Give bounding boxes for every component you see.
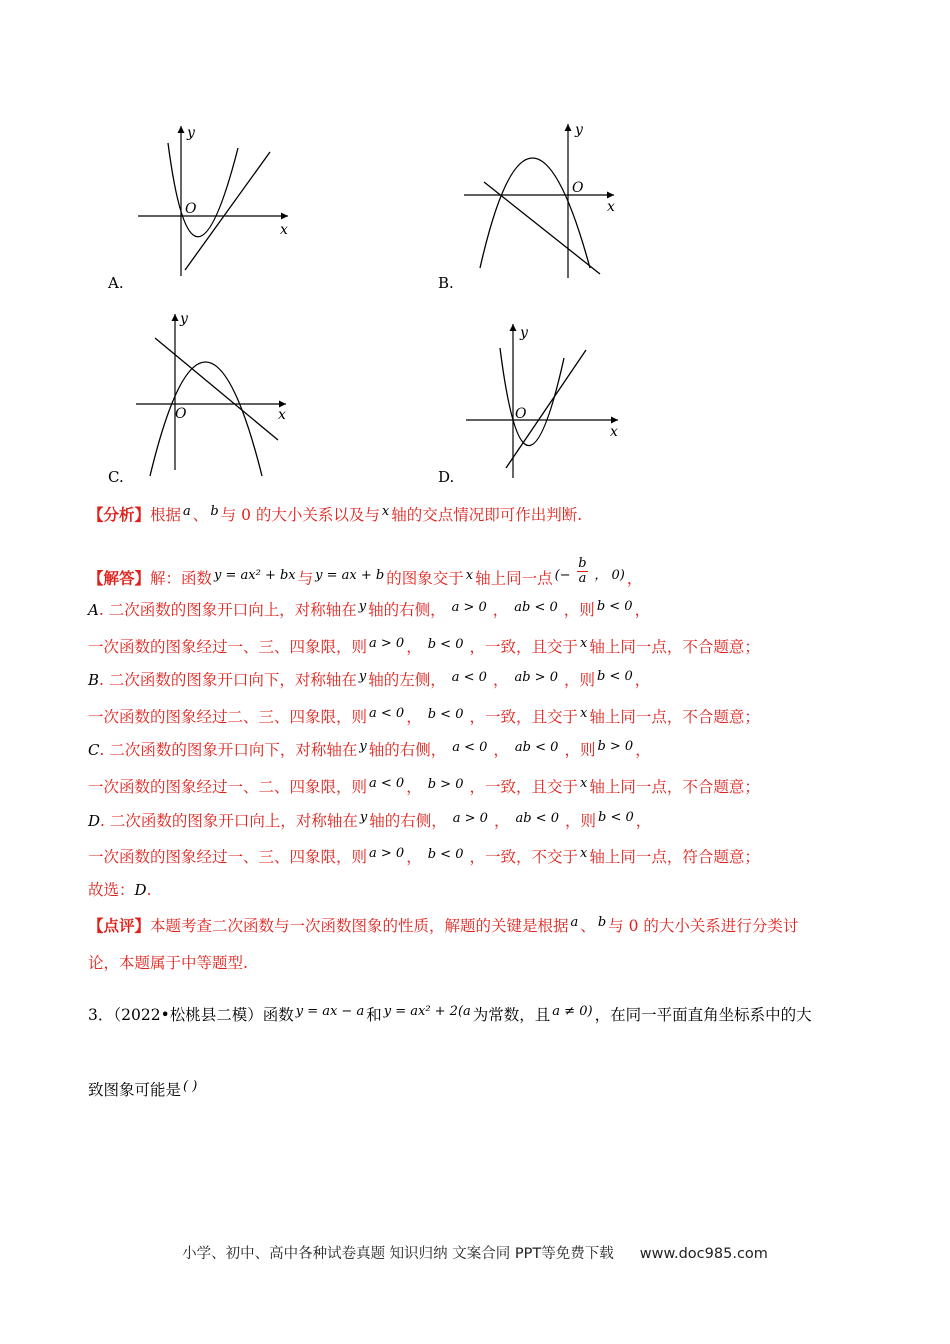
answer-blank: ( )	[183, 1079, 198, 1094]
x-label: x	[607, 199, 615, 215]
comment-text: 本题考查二次函数与一次函数图象的性质，解题的关键是根据	[150, 917, 569, 935]
condition: b < 0	[427, 847, 464, 862]
graph-option-c	[130, 308, 300, 478]
fraction-b-over-a	[577, 557, 589, 586]
option-a-label: A.	[108, 274, 124, 292]
y-label: y	[187, 125, 195, 141]
var: x	[579, 636, 588, 651]
condition: ab < 0	[514, 740, 559, 755]
var: y	[359, 810, 368, 825]
solution-text: 一次函数的图象经过二、三、四象限，则	[88, 708, 368, 726]
solution-text: 轴上同一点，不合题意；	[589, 778, 760, 796]
var-x: x	[465, 567, 474, 583]
condition: b < 0	[598, 810, 634, 825]
solution-text: ，一致，且交于	[469, 778, 578, 796]
solution-text: ，则	[564, 812, 596, 830]
origin-label: O	[175, 406, 187, 422]
condition: a < 0	[452, 740, 488, 755]
analysis-tag: 【分析】	[88, 505, 151, 524]
solution-text: ，一致，且交于	[469, 638, 578, 656]
condition: b > 0	[427, 777, 464, 792]
analysis-text: 与 0 的大小关系以及与	[220, 506, 380, 524]
line	[155, 338, 278, 440]
case-letter: B	[88, 671, 100, 689]
solution-text: . 二次函数的图象开口向下，对称轴在	[99, 671, 357, 689]
var-b: b	[210, 504, 219, 519]
point-close: ， 0)	[594, 567, 625, 583]
comment-text: 与 0 的大小关系进行分类讨	[608, 917, 799, 935]
origin-label: O	[185, 201, 197, 217]
var-a: a	[183, 504, 191, 519]
solution-text: ，	[634, 671, 651, 689]
solution-line-5: C. 二次函数的图象开口向下，对称轴在 $^y$ 轴的右侧， $^{a < 0}$ ， $^{ab < 0}$ ，则 $^{b > 0}$ ，	[88, 739, 651, 759]
x-label: x	[280, 222, 288, 238]
solution-text: ，则	[563, 601, 595, 619]
solution-intro	[88, 556, 643, 594]
solution-text: ，则	[564, 741, 596, 759]
comment-tag: 【点评】	[88, 916, 151, 935]
parabola	[480, 158, 590, 268]
origin-label: O	[572, 180, 584, 196]
answer-letter: D	[134, 881, 147, 899]
question-3-line-2	[88, 1080, 199, 1102]
solution-text: 轴的右侧，	[368, 601, 446, 619]
question-3-line-1	[88, 1005, 812, 1027]
fraction-numerator: b	[578, 556, 587, 571]
formula-quadratic: y = ax² + 2(a	[383, 1004, 471, 1019]
solution-text: 的图象交于	[386, 569, 464, 588]
solution-text: . 二次函数的图象开口向下，对称轴在	[99, 741, 358, 759]
condition: a < 0	[369, 706, 405, 721]
comment-line-1	[88, 916, 798, 938]
graph-option-d	[460, 318, 630, 488]
solution-line-7: D. 二次函数的图象开口向上，对称轴在 $^y$ 轴的右侧， $^{a > 0}$ ， $^{ab < 0}$ ，则 $^{b < 0}$ ，	[88, 810, 652, 830]
point-open: (−	[554, 567, 571, 583]
condition: a > 0	[452, 811, 488, 826]
solution-text: 一次函数的图象经过一、三、四象限，则	[88, 848, 368, 866]
condition: a ≠ 0)	[552, 1004, 593, 1019]
var: x	[579, 846, 588, 861]
solution-text: ，一致，且交于	[469, 708, 578, 726]
analysis-line	[88, 505, 582, 527]
condition: b < 0	[597, 669, 633, 684]
option-d-label: D.	[438, 468, 455, 486]
line	[185, 152, 270, 270]
solution-text: 轴上同一点，符合题意；	[589, 848, 760, 866]
conclusion-text: .	[146, 881, 152, 899]
question-text: ，在同一平面直角坐标系中的大	[594, 1006, 812, 1024]
solution-conclusion	[88, 880, 151, 900]
solution-line-8: 一次函数的图象经过一、三、四象限，则 $^{a > 0}$ ， $^{b < 0}$ ，一致，不交于 $^x$ 轴上同一点，符合题意；	[88, 846, 760, 866]
graph-b-svg	[460, 118, 630, 288]
condition: a > 0	[451, 600, 487, 615]
condition: b < 0	[427, 637, 464, 652]
condition: ab < 0	[515, 811, 559, 826]
footer-site[interactable]: www.doc985.com	[639, 1246, 768, 1262]
var-a: a	[570, 915, 579, 930]
page-footer	[0, 1242, 950, 1263]
solution-text: . 二次函数的图象开口向上，对称轴在	[98, 601, 357, 619]
solution-text: 解：函数	[150, 569, 213, 588]
solution-text: ，	[626, 569, 643, 588]
solution-text: 轴上同一点	[475, 569, 553, 588]
solution-text: ，	[635, 741, 651, 759]
solution-text: ，	[635, 812, 652, 830]
solution-text: 轴的右侧，	[368, 741, 447, 759]
formula-quadratic: y = ax² + bx	[214, 567, 296, 583]
var: y	[359, 739, 367, 754]
formula-linear: y = ax − a	[295, 1004, 365, 1019]
question-text: 和	[366, 1006, 382, 1024]
condition: ab < 0	[514, 600, 558, 615]
solution-text: ，	[634, 601, 651, 619]
solution-line-6: 一次函数的图象经过一、二、四象限，则 $^{a < 0}$ ， $^{b > 0}$ ，一致，且交于 $^x$ 轴上同一点，不合题意；	[88, 776, 760, 796]
solution-text: 与	[297, 569, 314, 588]
graph-c-svg	[130, 308, 300, 478]
condition: ab > 0	[514, 670, 558, 685]
conclusion-text: 故选：	[88, 881, 135, 899]
solution-text: 轴的右侧，	[369, 812, 447, 830]
question-text: 致图象可能是	[88, 1081, 182, 1099]
solution-tag: 【解答】	[88, 568, 151, 588]
case-letter: A	[88, 601, 99, 619]
var: y	[358, 599, 367, 614]
condition: a < 0	[369, 776, 405, 791]
option-b-label: B.	[438, 274, 454, 292]
var-b: b	[597, 915, 607, 930]
question-number: 3．	[88, 1006, 114, 1024]
condition: a > 0	[369, 636, 405, 651]
separator: 、	[580, 917, 596, 935]
case-letter: D	[88, 812, 101, 830]
footer-text: 小学、初中、高中各种试卷真题 知识归纳 文案合同 PPT等免费下载	[182, 1246, 614, 1262]
graph-option-b	[460, 118, 630, 288]
solution-line-4: 一次函数的图象经过二、三、四象限，则 $^{a < 0}$ ， $^{b < 0}$ ，一致，且交于 $^x$ 轴上同一点，不合题意；	[88, 706, 760, 726]
condition: a < 0	[451, 670, 487, 685]
question-text: 为常数，且	[472, 1006, 551, 1024]
solution-line-1: A. 二次函数的图象开口向上，对称轴在 $^y$ 轴的右侧， $^{a > 0}$ ， $^{ab < 0}$ ，则 $^{b < 0}$ ，	[88, 599, 651, 619]
solution-text: 一次函数的图象经过一、二、四象限，则	[88, 778, 368, 796]
analysis-text: 根据	[150, 506, 182, 524]
y-label: y	[575, 122, 583, 138]
parabola	[150, 362, 262, 476]
solution-line-2: 一次函数的图象经过一、三、四象限，则 $^{a > 0}$ ， $^{b < 0}$ ，一致，且交于 $^x$ 轴上同一点，不合题意；	[88, 636, 760, 656]
solution-text: 一次函数的图象经过一、三、四象限，则	[88, 638, 368, 656]
x-label: x	[610, 424, 618, 440]
condition: a > 0	[369, 846, 405, 861]
solution-text: ，则	[563, 671, 595, 689]
case-letter: C	[88, 741, 100, 759]
solution-text: 轴的左侧，	[368, 671, 446, 689]
solution-text: . 二次函数的图象开口向上，对称轴在	[100, 812, 358, 830]
analysis-text: 轴的交点情况即可作出判断.	[391, 506, 583, 524]
y-label: y	[180, 311, 188, 327]
separator: 、	[192, 506, 209, 524]
fraction-denominator: a	[578, 571, 587, 586]
option-c-label: C.	[108, 468, 124, 486]
condition: b < 0	[427, 707, 464, 722]
var: x	[579, 706, 588, 721]
solution-text: 轴上同一点，不合题意；	[589, 638, 760, 656]
parabola	[168, 143, 238, 237]
x-label: x	[278, 407, 286, 423]
origin-label: O	[515, 406, 527, 422]
graph-option-a	[130, 118, 300, 288]
comment-line-2: 论，本题属于中等题型.	[88, 954, 248, 972]
condition: b < 0	[596, 599, 633, 614]
condition: b > 0	[597, 739, 634, 754]
var-x: x	[381, 504, 390, 519]
solution-text: ，一致，不交于	[469, 848, 578, 866]
y-label: y	[520, 325, 528, 341]
formula-linear: y = ax + b	[315, 567, 385, 583]
var: x	[579, 776, 588, 791]
graph-a-svg	[130, 118, 300, 288]
solution-text: 轴上同一点，不合题意；	[589, 708, 760, 726]
solution-line-3: B. 二次函数的图象开口向下，对称轴在 $^y$ 轴的左侧， $^{a < 0}$ ， $^{ab > 0}$ ，则 $^{b < 0}$ ，	[88, 669, 651, 689]
question-text: （2022•松桃县二模）函数	[113, 1006, 294, 1024]
var: y	[358, 669, 367, 684]
graph-d-svg	[460, 318, 630, 488]
